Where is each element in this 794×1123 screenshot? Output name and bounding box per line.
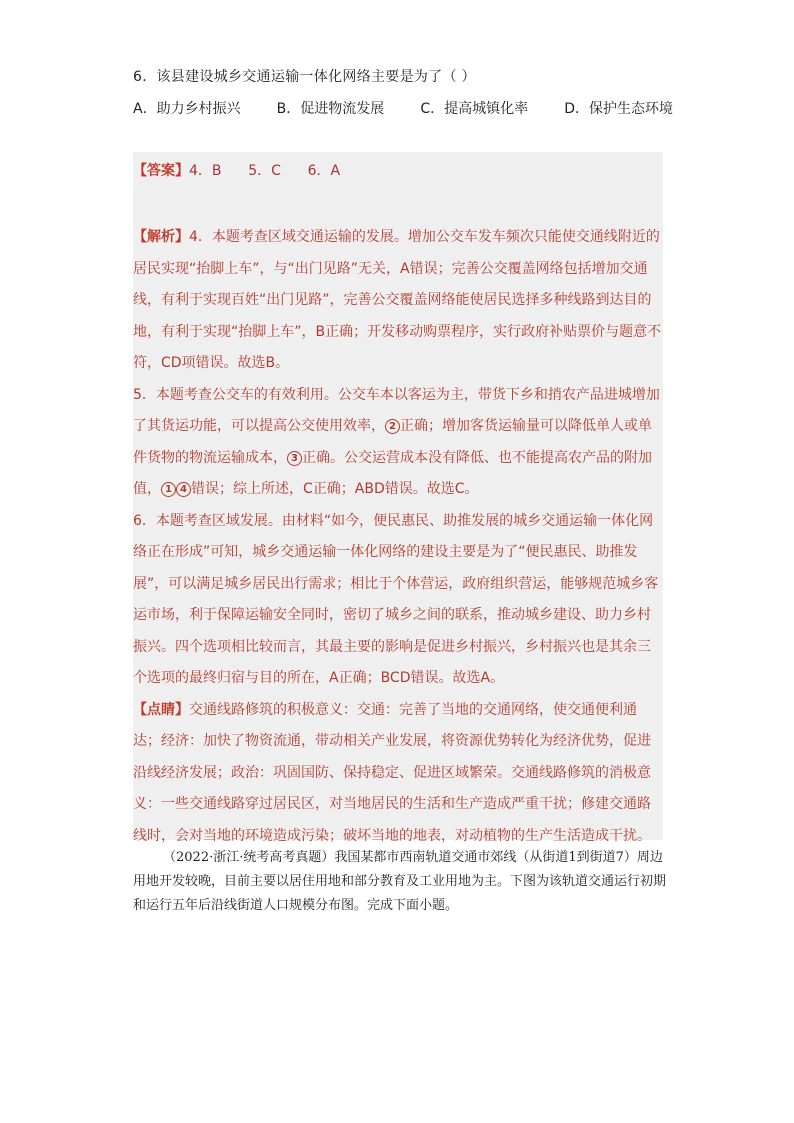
circled-1: 1 bbox=[161, 482, 176, 497]
analysis-paragraph-4 bbox=[133, 222, 663, 380]
answer-tag: 【答案】 bbox=[133, 163, 189, 179]
option-a: A．助力乡村振兴 bbox=[133, 101, 241, 117]
analysis-tag: 【解析】 bbox=[133, 229, 189, 245]
analysis-5-text-b: 正确；增加客货运输量可以降低单人或单件货物的物流运输成本， bbox=[133, 418, 652, 466]
analysis-5-text-d: 错误；综上所述，C正确；ABD错误。故选C。 bbox=[191, 481, 479, 497]
dianjing-text: 交通线路修筑的积极意义：交通：完善了当地的交通网络，使交通便利通达；经济：加快了物资流通，带动相关产业发展，将资源优势转化为经济优势，促进沿线经济发展；政治：巩固国防、保持稳定、促进区域繁荣。交通线路修筑的消极意义：一些交通线路穿过居民区，对当地居民的生活和生产造成严重干扰；修建交通路线时，会对当地的环境造成污染；破坏当地的地表，对动植物的生产生活造成干扰。 bbox=[133, 701, 651, 844]
option-c: C．提高城镇化率 bbox=[420, 101, 529, 117]
answer-text: 4．B 5．C 6．A bbox=[189, 163, 341, 179]
answer-analysis-box bbox=[133, 152, 663, 844]
analysis-block bbox=[133, 222, 663, 852]
analysis-paragraph-5 bbox=[133, 380, 663, 506]
analysis-paragraph-6: 6．本题考查区域发展。由材料“如今，便民惠民、助推发展的城乡交通运输一体化网络正在形成”可知，城乡交通运输一体化网络的建设主要是为了“便民惠民、助推发展”，可以满足城乡居民出行需求；相比于个体营运，政府组织营运，能够规范城乡客运市场，利于保障运输安全同时，密切了城乡之间的联系，推动城乡建设、助力乡村振兴。四个选项相比较而言，其最主要的影响是促进乡村振兴，乡村振兴也是其余三个选项的最终归宿与目的所在，A正确；BCD错误。故选A。 bbox=[133, 512, 659, 686]
analysis-5-text-c: 正确。公交运营成本没有降低、也不能提高农产品的附加值， bbox=[133, 449, 652, 497]
question-6-stem: 6．该县建设城乡交通运输一体化网络主要是为了（ ） bbox=[133, 69, 476, 85]
answer-line bbox=[133, 160, 340, 180]
circled-2: 2 bbox=[385, 419, 400, 434]
dianjing-paragraph bbox=[133, 695, 663, 853]
analysis-4-text: 4．本题考查区域交通运输的发展。增加公交车发车频次只能使交通线附近的居民实现“抬脚上车”，与“出门见路”无关，A错误；完善公交覆盖网络包括增加交通线，有利于实现百姓“出门见路”，完善公交覆盖网络能使居民选择多种线路到达目的地，有利于实现“抬脚上车”，B正确；开发移动购票程序，实行政府补贴票价与题意不符，CD项错误。故选B。 bbox=[133, 229, 662, 371]
dianjing-tag: 【点睛】 bbox=[133, 701, 189, 718]
circled-3: 3 bbox=[287, 451, 302, 466]
circled-4: 4 bbox=[176, 482, 191, 497]
option-b: B．促进物流发展 bbox=[276, 101, 385, 117]
question-6-options bbox=[133, 98, 673, 118]
next-question-intro: （2022·浙江·统考高考真题）我国某都市西南轨道交通市郊线（从街道1到街道7）周边用地开发较晚，目前主要以居住用地和部分教育及工业用地为主。下图为该轨道交通运行初期和运行五年后沿线街道人口规模分布图。完成下面小题。 bbox=[133, 850, 667, 913]
option-d: D．保护生态环境 bbox=[564, 101, 673, 117]
analysis-5-text-a: 5．本题考查公交车的有效利用。公交车本以客运为主，带货下乡和捎农产品进城增加了其货运功能，可以提高公交使用效率， bbox=[133, 386, 660, 434]
